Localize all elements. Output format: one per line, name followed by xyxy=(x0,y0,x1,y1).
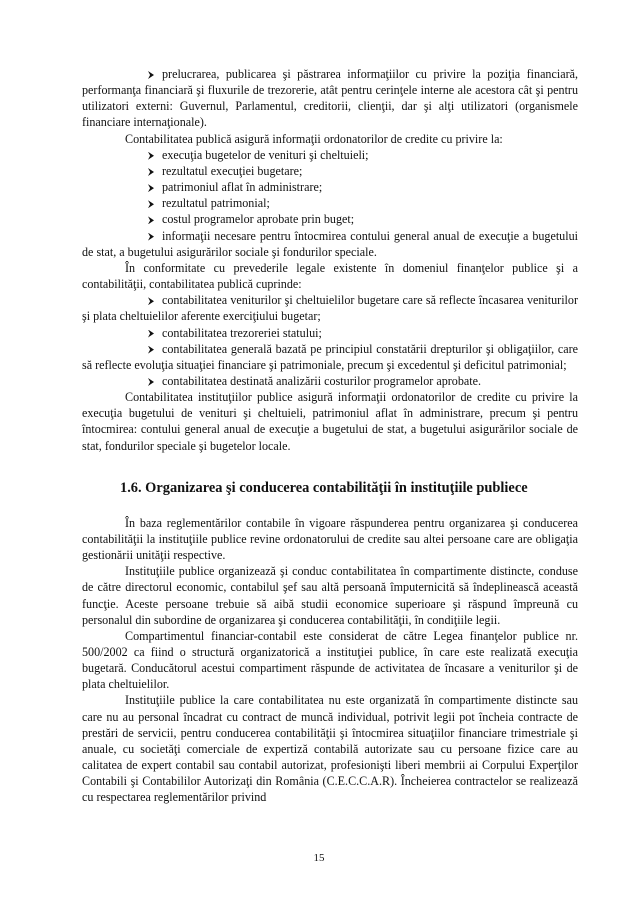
info-list xyxy=(82,147,578,260)
paragraph-bullet-top xyxy=(82,66,578,131)
list-item: contabilitatea trezoreriei statului; xyxy=(82,325,578,341)
page-number: 15 xyxy=(313,852,325,864)
arrow-bullet-icon xyxy=(148,152,154,160)
paragraph-conform: În conformitate cu prevederile legale existente în domeniul finanţelor publice şi a contabilităţii, contabilitatea publică cuprinde: xyxy=(82,260,578,292)
list-item: contabilitatea destinată analizării costurilor programelor aprobate. xyxy=(82,373,578,389)
arrow-bullet-icon xyxy=(148,184,154,192)
arrow-bullet-icon xyxy=(148,378,154,386)
arrow-bullet-icon xyxy=(148,168,154,176)
paragraph-section-2: Instituţiile publice organizează şi conduc contabilitatea în compartimente distincte, conduse de către directorul economic, contabilul şef sau altă persoană împuternicită să îndeplinească această funcţie. Aceste persoane trebuie să aibă studii economice superioare şi răspund împreună cu personalul din subordine de organizarea şi conducerea contabilităţii, în condiţiile legii. xyxy=(82,564,578,627)
content-list xyxy=(82,292,578,389)
arrow-bullet-icon xyxy=(148,233,154,241)
list-item: rezultatul patrimonial; xyxy=(82,195,578,211)
arrow-bullet-icon xyxy=(148,200,154,208)
paragraph-section-1: În baza reglementărilor contabile în vigoare răspunderea pentru organizarea şi conducerea contabilităţii la instituţiile publice revine ordonatorului de credite sau altei persoane care are obligaţia gestionării unităţii respective. xyxy=(82,515,578,563)
list-item: execuţia bugetelor de venituri şi cheltuieli; xyxy=(82,147,578,163)
arrow-bullet-icon xyxy=(148,297,154,305)
arrow-bullet-icon xyxy=(148,216,154,224)
paragraph-text: prelucrarea, publicarea şi păstrarea informaţiilor cu privire la poziţia financiară, performanţa financiară şi fluxurile de trezorerie, atât pentru cerinţele interne ale acestora cât şi pentru utilizatori externi: Guvernul, Parlamentul, creditorii, clienţii, dar şi alţi utilizatori (organismele financiare internaţionale). xyxy=(82,67,578,130)
list-item: patrimoniul aflat în administrare; xyxy=(82,179,578,195)
list-item: rezultatul execuţiei bugetare; xyxy=(82,163,578,179)
page-content xyxy=(82,66,578,806)
paragraph-institutions: Contabilitatea instituţiilor publice asigură informaţii ordonatorilor de credite cu privire la execuţia bugetului de venituri şi cheltuieli, patrimoniul aflat în administrare, precum şi pentru întocmirea: contului general anual de execuţie a bugetului de stat, a bugetului asigurărilor sociale de stat, fondurilor speciale şi bugetelor locale. xyxy=(82,390,578,453)
arrow-bullet-icon xyxy=(148,330,154,338)
list-item: informaţii necesare pentru întocmirea contului general anual de execuţie a bugetului de stat, a bugetului asigurărilor sociale şi fondurilor speciale. xyxy=(82,228,578,259)
section-heading: 1.6. Organizarea şi conducerea contabilităţii în instituţiile publiece xyxy=(120,479,528,496)
arrow-bullet-icon xyxy=(148,346,154,354)
paragraph-info-intro: Contabilitatea publică asigură informaţii ordonatorilor de credite cu privire la: xyxy=(125,131,503,146)
paragraph-section-3: Compartimentul financiar-contabil este considerat de către Legea finanţelor publice nr. 500/2002 ca fiind o structură organizatorică a instituţiei publice, în care este realizată execuţia bugetară. Conducătorul acestui compartiment răspunde de activitatea de încasare a veniturilor şi de plata cheltuielilor. xyxy=(82,628,578,692)
list-item: costul programelor aprobate prin buget; xyxy=(82,211,578,227)
arrow-bullet-icon xyxy=(148,71,154,79)
paragraph-section-4: Instituţiile publice la care contabilitatea nu este organizată în compartimente distincte sau care nu au personal încadrat cu contract de muncă individual, potrivit legii pot încheia contracte de prestări de servicii, pentru conducerea contabilităţii şi întocmirea situaţiilor financiare trimestriale şi anuale, cu societăţi comerciale de expertiză contabilă autorizate sau cu persoane fizice care au calitatea de expert contabil sau contabil autorizat, profesionişti liberi membrii ai Corpului Experţilor Contabili şi Contabililor Autorizaţi din România (C.E.C.C.A.R). Încheierea contractelor se realizează cu respectarea reglementărilor privind xyxy=(82,693,578,805)
list-item: contabilitatea veniturilor şi cheltuielilor bugetare care să reflecte încasarea veniturilor şi plata cheltuielilor aferente exerciţiului bugetar; xyxy=(82,293,578,324)
list-item: contabilitatea generală bazată pe principiul constatării drepturilor şi obligaţiilor, care să reflecte evoluţia situaţiei financiare şi patrimoniale, precum şi excedentul şi deficitul patrimonial; xyxy=(82,341,578,372)
